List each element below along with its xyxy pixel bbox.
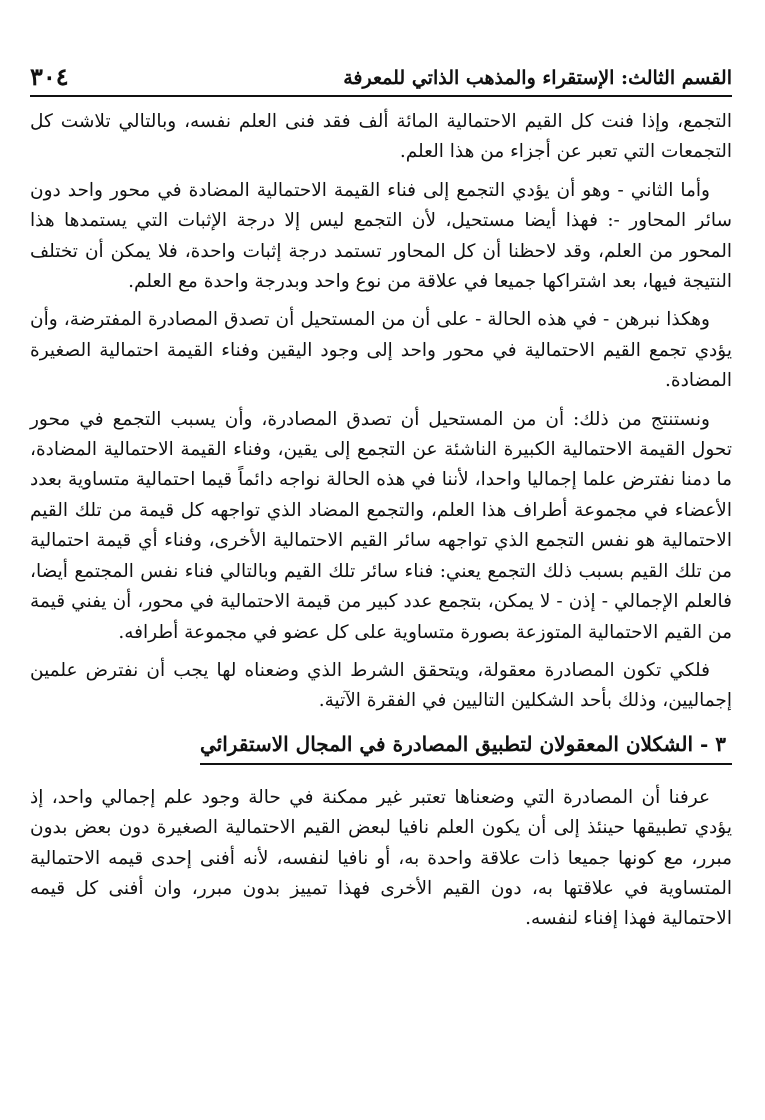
running-section-title: القسم الثالث: الإستقراء والمذهب الذاتي للمعرفة	[343, 67, 732, 89]
page-header	[30, 55, 732, 97]
paragraph: عرفنا أن المصادرة التي وضعناها تعتبر غير ممكنة في حالة وجود علم إجمالي واحد، إذ يؤدي تطبيقها حينئذ إلى أن يكون العلم نافيا لبعض القيم الاحتمالية الصغيرة دون بعض بدون مبرر، مع كونها جميعا ذات علاقة واحدة به، أو نافيا لنفسه، لأنه أفنى إحدى قيمه الاحتمالية المتساوية في علاقتها به، دون القيم الأخرى فهذا تمييز بدون مبرر، وان أفنى كل قيمه الاحتمالية فهذا إفناء لنفسه.	[30, 786, 732, 930]
paragraph: فلكي تكون المصادرة معقولة، ويتحقق الشرط الذي وضعناه لها يجب أن نفترض علمين إجماليين، وذلك بأحد الشكلين التاليين في الفقرة الآتية.	[30, 659, 732, 712]
paragraph: ونستنتج من ذلك: أن من المستحيل أن تصدق المصادرة، وأن يسبب التجمع في محور تحول القيمة الاحتمالية الكبيرة الناشئة عن التجمع إلى يقين، وفناء القيمة الاحتمالية المضادة، ما دمنا نفترض علما إجماليا واحدا، لأننا في هذه الحالة نواجه دائماً قيما احتمالية متساوية بعدد الأعضاء في مجموعة أطراف هذا العلم، والتجمع المضاد الذي تواجهه كل قيمة من تلك القيم الاحتمالية هو نفس التجمع الذي تواجهه سائر القيم الاحتمالية الأخرى، وفناء أي قيمة احتمالية من تلك القيم بسبب ذلك التجمع يعني: فناء سائر تلك القيم وبالتالي فناء نفس المجتمع أيضا، فالعلم الإجمالي - إذن - لا يمكن، بتجمع عدد كبير من قيمة الاحتمالية في محور، أن يفني قيمة من القيم الاحتمالية المتوزعة بصورة متساوية على كل عضو في مجموعة أطرافه.	[30, 408, 732, 643]
section-heading: ٣ - الشكلان المعقولان لتطبيق المصادرة في المجال الاستقرائي	[200, 727, 732, 765]
paragraph: التجمع، وإذا فنت كل القيم الاحتمالية المائة ألف فقد فنى العلم نفسه، وبالتالي تلاشت كل التجمعات التي تعبر عن أجزاء من هذا العلم.	[30, 111, 732, 163]
document-page	[30, 55, 732, 1095]
paragraph: وأما الثاني - وهو أن يؤدي التجمع إلى فناء القيمة الاحتمالية المضادة في محور واحد دون سائر المحاور -: فهذا أيضا مستحيل، لأن التجمع ليس إلا درجة الإثبات التي يستمدها هذا المحور من العلم، وقد لاحظنا أن كل المحاور تستمد درجة إثبات واحدة، فلا يمكن أن تختلف النتيجة فيها، بعد اشتراكها جميعا في علاقة من نوع واحد وبدرجة واحدة مع العلم.	[30, 179, 732, 293]
page-number: ٣٠٤	[30, 62, 69, 91]
paragraph: وهكذا نبرهن - في هذه الحالة - على أن من المستحيل أن تصدق المصادرة المفترضة، وأن يؤدي تجمع القيم الاحتمالية في محور واحد إلى وجود اليقين وفناء القيمة احتمالية الصغيرة المضادة.	[30, 309, 732, 392]
body-text	[30, 107, 732, 935]
section-heading-row	[30, 725, 732, 783]
